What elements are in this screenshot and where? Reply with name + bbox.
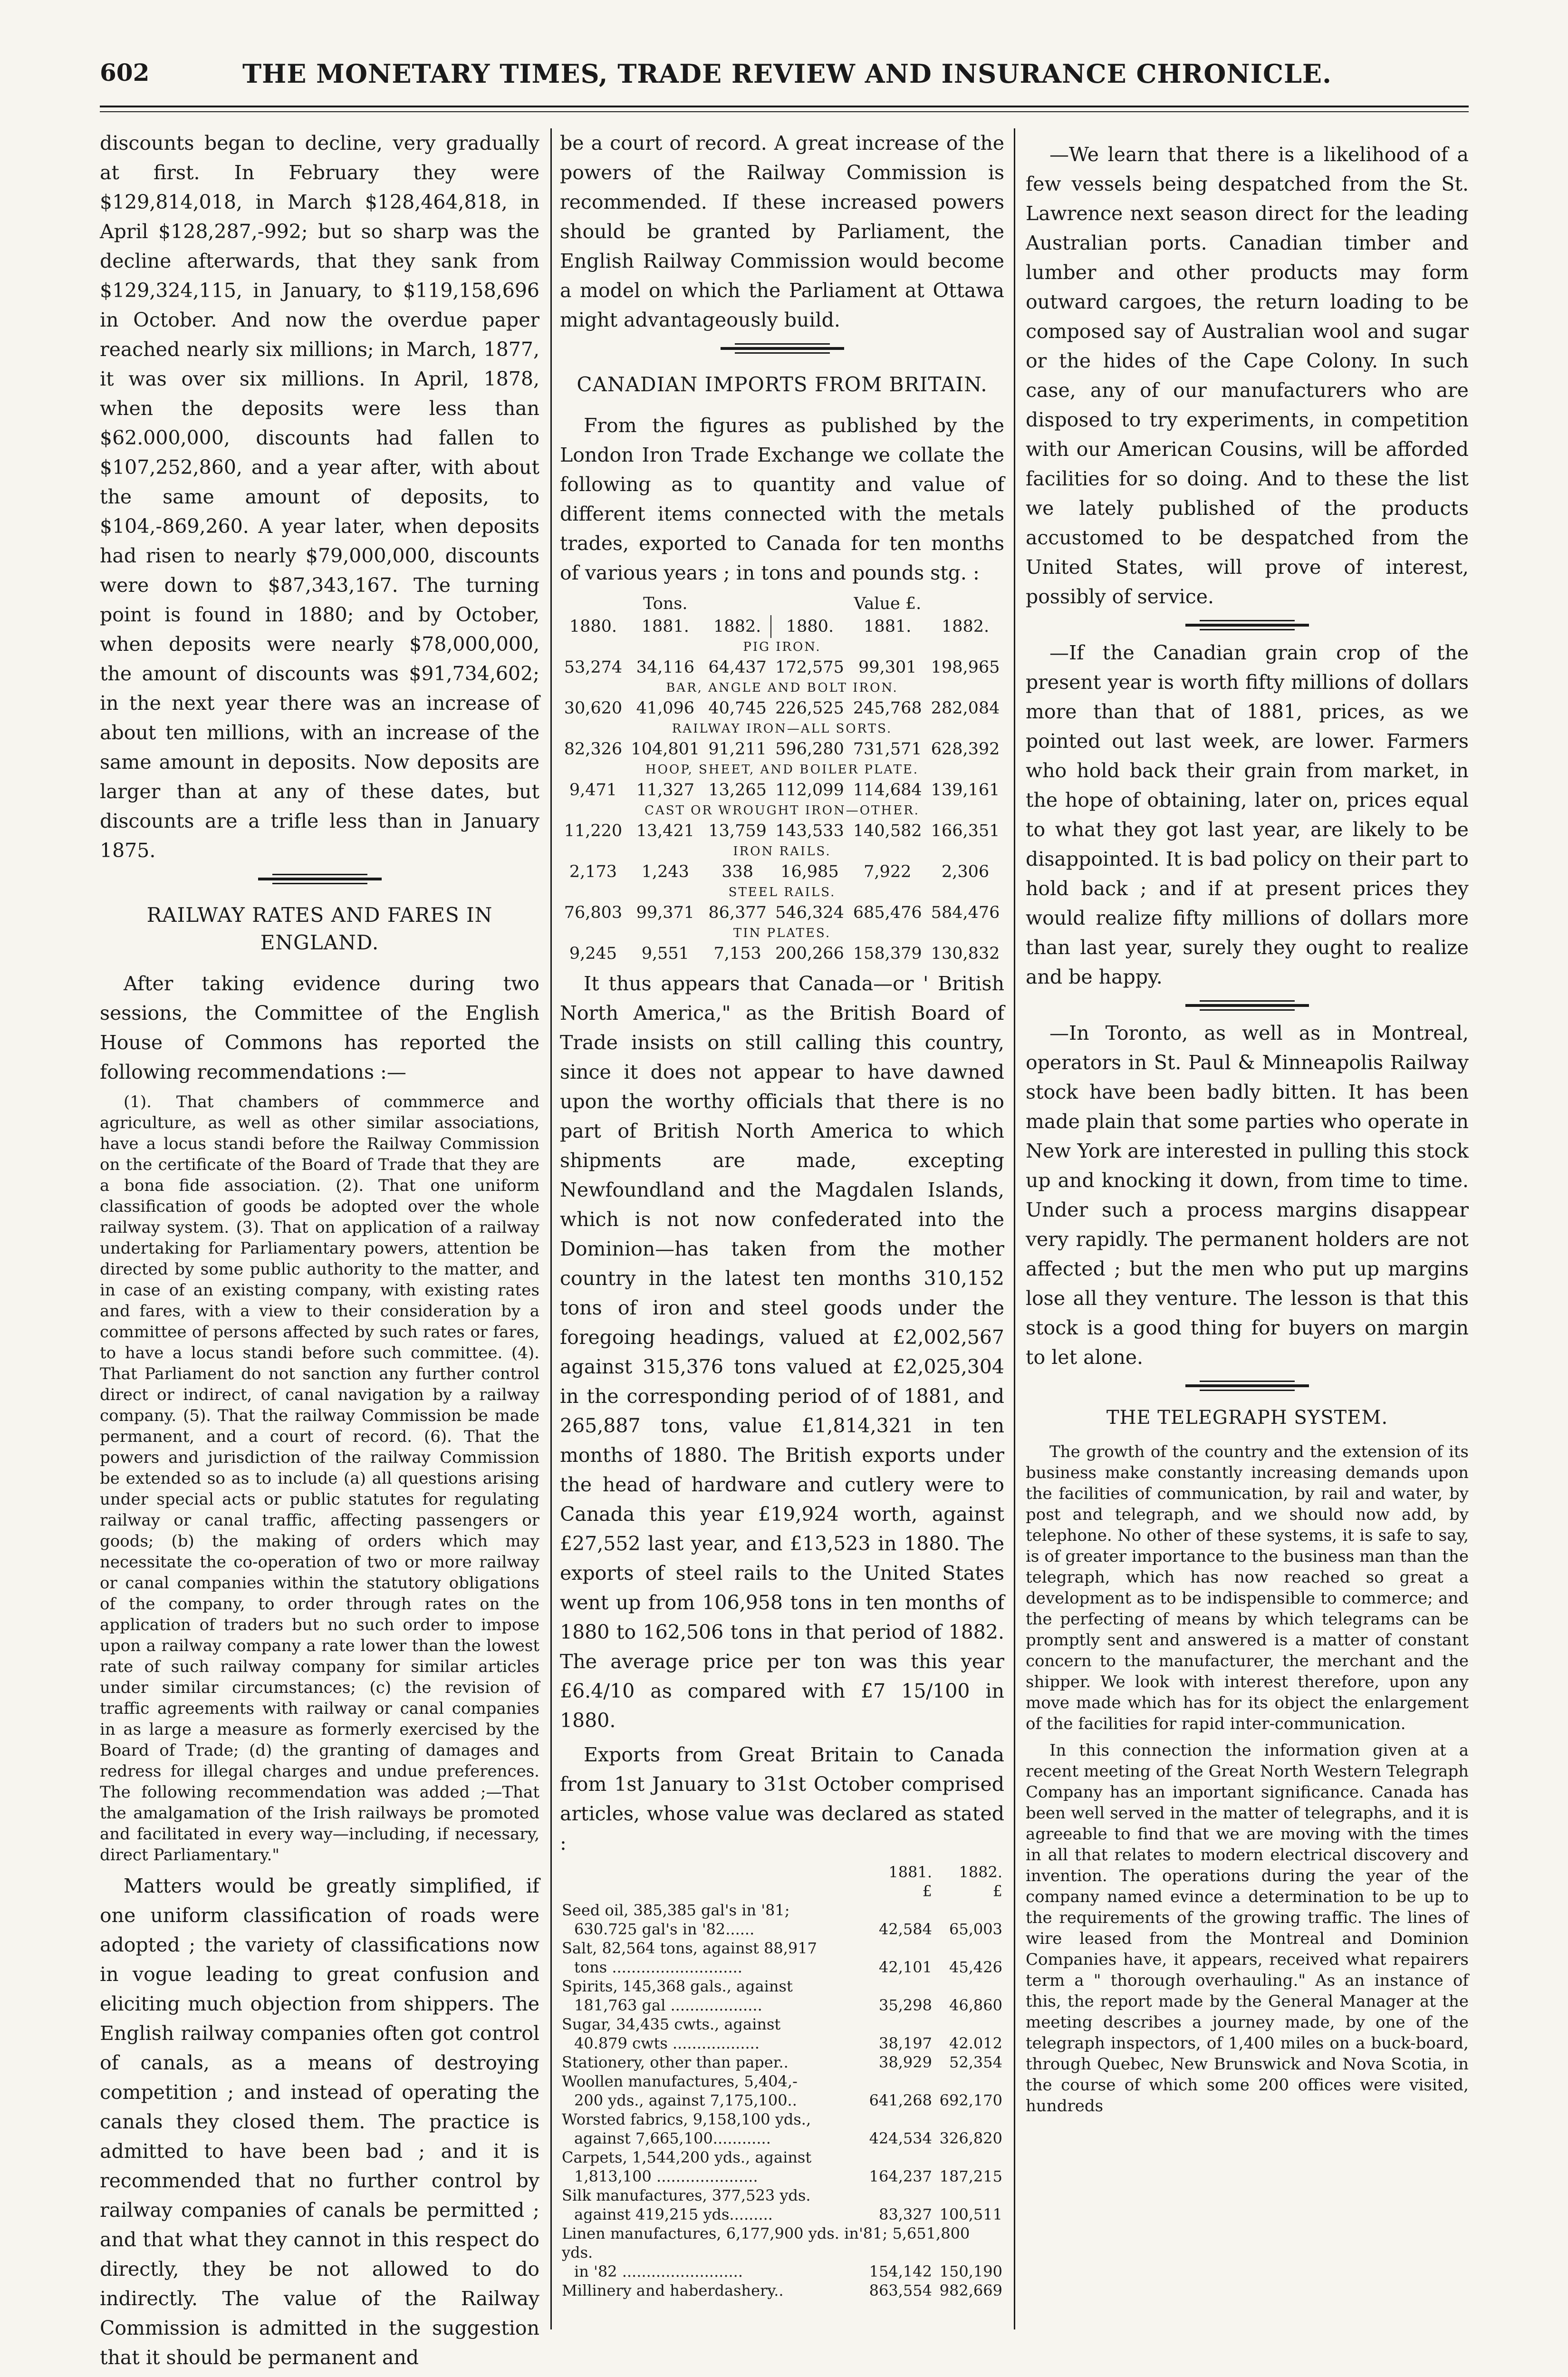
exports-value: 326,820 bbox=[939, 2129, 1002, 2147]
exports-item: Sugar, 34,435 cwts., against bbox=[562, 2015, 781, 2033]
exports-item: Woollen manufactures, 5,404,- bbox=[562, 2072, 798, 2090]
section-separator bbox=[100, 870, 539, 887]
exports-item: Salt, 82,564 tons, against 88,917 bbox=[562, 1939, 817, 1957]
table-row bbox=[560, 2034, 1004, 2053]
table-cell: 114,684 bbox=[853, 781, 922, 800]
exports-detail: against 7,665,100............ bbox=[574, 2129, 771, 2147]
year-cell: 1880. bbox=[569, 617, 617, 636]
table-cell: 282,084 bbox=[931, 699, 1000, 718]
table-row bbox=[560, 1901, 1004, 1920]
table-cell: 245,768 bbox=[853, 699, 922, 718]
table-row bbox=[560, 738, 1004, 761]
section-separator bbox=[560, 339, 1004, 357]
section-separator bbox=[1026, 1377, 1469, 1394]
year-cell: 1881. bbox=[864, 617, 912, 636]
exports-detail: 181,763 gal ................... bbox=[574, 1996, 762, 2014]
table-row bbox=[560, 820, 1004, 842]
table-row bbox=[560, 1958, 1004, 1977]
exports-table bbox=[560, 1863, 1004, 2300]
table-row-label: BAR, ANGLE AND BOLT IRON. bbox=[666, 681, 898, 695]
exports-value: 164,237 bbox=[869, 2167, 932, 2185]
table-cell: 338 bbox=[721, 862, 754, 881]
table-row bbox=[560, 2053, 1004, 2072]
year-cell: 1882. bbox=[704, 615, 771, 638]
table-cell: 13,265 bbox=[708, 781, 767, 800]
table-cell: 30,620 bbox=[564, 699, 623, 718]
header-rule-top bbox=[100, 106, 1469, 107]
table-cell: 99,371 bbox=[636, 903, 695, 922]
telegraph-system-heading: THE TELEGRAPH SYSTEM. bbox=[1106, 1407, 1388, 1429]
exports-value: 692,170 bbox=[939, 2091, 1002, 2109]
table-cell: 53,274 bbox=[564, 658, 623, 677]
exports-value: 46,860 bbox=[949, 1996, 1002, 2014]
exports-value: 38,197 bbox=[879, 2034, 932, 2052]
table-cell: 11,220 bbox=[564, 821, 623, 841]
value-header: Value £. bbox=[854, 594, 922, 613]
exports-detail: tons ........................... bbox=[574, 1958, 742, 1976]
exports-detail: in '82 ......................... bbox=[574, 2262, 743, 2280]
col2-paragraph-british-north-america: It thus appears that Canada—or ' British North America," as the British Board of Trade insists on still calling this country, since it does not appear to have dawned upon the worthy officials that there is no part of British North America to which shipments are made, excepting Newfoundland and the Magdalen Islands, which is not now confederated into the Dominion—has taken from the mother country in the latest ten months 310,152 tons of iron and steel goods under the foregoing headings, valued at £2,002,567 against 315,376 tons valued at £2,025,304 in the corresponding period of of 1881, and 265,887 tons, value £1,814,321 in ten months of 1880. The British exports under the head of hardware and cutlery were to Canada this year £19,924 worth, against £27,552 last year, and £13,523 in 1880. The exports of steel rails to the United States went up from 106,958 tons in ten months of 1880 to 162,506 tons in that period of 1882. The average price per ton was this year £6.4/10 as compared with £7 15/100 in 1880. bbox=[560, 972, 1004, 1732]
years-row bbox=[560, 615, 1004, 638]
table-cell: 685,476 bbox=[853, 903, 922, 922]
table-cell: 7,153 bbox=[713, 944, 761, 963]
table-row bbox=[560, 697, 1004, 720]
table-cell: 64,437 bbox=[708, 658, 767, 677]
year-cell: 1881. bbox=[641, 617, 689, 636]
col1-recommendations: (1). That chambers of commmerce and agriculture, as well as other similar associations, have a locus standi before the Railway Commission on the certificate of the Board of Trade that they are a bona fide association. (2). That one uniform classification of goods be adopted over the whole railway system. (3). That on application of a railway undertaking for Parliamentary powers, attention be directed by some public authority to the matter, and in case of an existing company, with existing rates and fares, with a view to their consideration by a committee of persons affected by such rates or fares, to have a locus standi before such committee. (4). That Parliament do not sanction any further control direct or indirect, of canal navigation by a railway company. (5). That the railway Commission be made permanent, and a court of record. (6). That the powers and jurisdiction of the railway Commission be extended so as to include (a) all questions arising under special acts or public statutes for regulating railway or canal traffic, affecting passengers or goods; (b) the making of orders which may necessitate the co-operation of two or more railway or canal companies within the statutory obligations of the company, to order through rates on the application of traders but no such order to impose upon a railway company a rate lower than the lowest rate of such railway company for similar articles under similar circumstances; (c) the revision of traffic agreements with railway or canal companies in as large a measure as formerly exercised by the Board of Trade; (d) the granting of damages and redress for illegal charges and undue preferences. The following recommendation was added ;—That the amalgamation of the Irish railways be promoted and facilitated in every way—including, if necessary, direct Parliamentary." bbox=[100, 1092, 539, 1865]
section-separator bbox=[1026, 616, 1469, 633]
table-row bbox=[560, 2091, 1004, 2110]
col3-paragraph-vessels: —We learn that there is a likelihood of a few vessels being despatched from the St. Lawrence next season direct for the leading Australian ports. Canadian timber and lumber and other products may form outward cargoes, the return loading to be composed say of Australian wool and sugar or the hides of the Cape Colony. In such case, any of our manufacturers who are disposed to try experiments, in competition with our American Cousins, will be afforded facilities for so doing. And to these the list we lately published of the products accustomed to be despatched from the United States, will prove of interest, possibly of service. bbox=[1026, 143, 1469, 608]
table-row bbox=[560, 2148, 1004, 2167]
exports-item: Carpets, 1,544,200 yds., against bbox=[562, 2148, 812, 2166]
table-row bbox=[560, 1939, 1004, 1958]
table-cell: 104,801 bbox=[631, 740, 700, 759]
exports-detail: 200 yds., against 7,175,100.. bbox=[574, 2091, 797, 2109]
table-cell: 140,582 bbox=[853, 821, 922, 841]
table-cell: 200,266 bbox=[775, 944, 844, 963]
page-number: 602 bbox=[100, 58, 150, 87]
col1-paragraph-committee: After taking evidence during two sessions, the Committee of the English House of Commons has reported the following recommendations :— bbox=[100, 972, 539, 1083]
table-cell: 41,096 bbox=[636, 699, 695, 718]
table-row bbox=[560, 2224, 1004, 2262]
table-cell: 1,243 bbox=[641, 862, 689, 881]
exports-value: 100,511 bbox=[939, 2205, 1002, 2223]
table-cell: 9,245 bbox=[569, 944, 617, 963]
exports-value: 187,215 bbox=[939, 2167, 1002, 2185]
table-cell: 34,116 bbox=[636, 658, 695, 677]
column-3 bbox=[1026, 128, 1469, 2122]
table-cell: 2,306 bbox=[941, 862, 990, 881]
page-header bbox=[100, 55, 1469, 97]
section-separator bbox=[1026, 996, 1469, 1014]
exports-value: 83,327 bbox=[879, 2205, 932, 2223]
table-row-label: STEEL RAILS. bbox=[728, 885, 836, 899]
table-row bbox=[560, 901, 1004, 924]
exports-item: Linen manufactures, 6,177,900 yds. in'81; 5,651,800 yds. bbox=[562, 2224, 970, 2261]
table-row bbox=[560, 656, 1004, 679]
table-cell: 16,985 bbox=[780, 862, 839, 881]
table-row bbox=[560, 779, 1004, 802]
table-cell: 172,575 bbox=[775, 658, 844, 677]
exports-value: 424,534 bbox=[869, 2129, 932, 2147]
table-row bbox=[560, 2186, 1004, 2205]
table-cell: 76,803 bbox=[564, 903, 623, 922]
table-row-label: TIN PLATES. bbox=[733, 926, 831, 940]
exports-value: 35,298 bbox=[879, 1996, 932, 2014]
exports-item: Seed oil, 385,385 gal's in '81; bbox=[562, 1901, 790, 1919]
col3-paragraph-growth: The growth of the country and the extension of its business make constantly increasing demands upon the facilities of communication, by rail and water, by post and telegraph, and we should now add, by telephone. No other of these systems, it is safe to say, is of greater importance to the business man than the telegraph, which has now reached so great a development as to be indispensible to commerce; and the perfecting of means by which telegrams can be promptly sent and answered is a matter of constant concern to the manufacturer, the merchant and the shipper. We look with interest therefore, upon any move made which has for its object the enlargement of the facilities for rapid inter-communication. bbox=[1026, 1442, 1469, 1733]
table-row bbox=[560, 2015, 1004, 2034]
table-row-label: CAST OR WROUGHT IRON—OTHER. bbox=[645, 803, 920, 818]
exports-item: Stationery, other than paper.. bbox=[562, 2053, 789, 2071]
table-cell: 546,324 bbox=[775, 903, 844, 922]
table-cell: 2,173 bbox=[569, 862, 617, 881]
table-cell: 139,161 bbox=[931, 781, 1000, 800]
tons-header: Tons. bbox=[643, 594, 688, 613]
publication-title: THE MONETARY TIMES, TRADE REVIEW AND INSURANCE CHRONICLE. bbox=[242, 58, 1332, 89]
exports-value: 42,584 bbox=[879, 1920, 932, 1938]
metals-trade-table bbox=[560, 592, 1004, 965]
table-row-label: PIG IRON. bbox=[743, 640, 821, 654]
table-cell: 13,759 bbox=[708, 821, 767, 841]
table-cell: 166,351 bbox=[931, 821, 1000, 841]
exports-value: 52,354 bbox=[949, 2053, 1002, 2071]
table-row bbox=[560, 2072, 1004, 2091]
table-cell: 198,965 bbox=[931, 658, 1000, 677]
exports-year-1882: 1882. bbox=[959, 1863, 1002, 1881]
exports-value: 45,426 bbox=[949, 1958, 1002, 1976]
col1-paragraph-matters: Matters would be greatly simplified, if one uniform classification of roads were adopted ; the variety of classifications now in vogue leading to great confusion and eliciting much objection from shippers. The English railway companies often got control of canals, as a means of destroying competition ; and instead of operating the canals they closed them. The practice is admitted to have been bad ; and it is recommended that no further control by railway companies of canals be permitted ; and that what they cannot in this respect do directly, they be not allowed to do indirectly. The value of the Railway Commission is admitted in the suggestion that it should be permanent and bbox=[100, 1875, 539, 2369]
exports-value: 150,190 bbox=[939, 2262, 1002, 2280]
exports-value: 65,003 bbox=[949, 1920, 1002, 1938]
table-cell: 9,471 bbox=[569, 781, 617, 800]
year-cell: 1880. bbox=[786, 617, 834, 636]
table-row-label: HOOP, SHEET, AND BOILER PLATE. bbox=[645, 763, 919, 777]
table-row-label: RAILWAY IRON—ALL SORTS. bbox=[672, 722, 893, 736]
col2-paragraph-figures: From the figures as published by the London Iron Trade Exchange we collate the following as to quantity and value of different items connected with the metals trades, exported to Canada for ten months of various years ; in tons and pounds stg. : bbox=[560, 414, 1004, 584]
exports-item: Worsted fabrics, 9,158,100 yds., bbox=[562, 2110, 811, 2128]
exports-value: 42,101 bbox=[879, 1958, 932, 1976]
table-cell: 9,551 bbox=[641, 944, 689, 963]
exports-value: 641,268 bbox=[869, 2091, 932, 2109]
col3-paragraph-connection: In this connection the information given at a recent meeting of the Great North Western Telegraph Company has an important significance. Canada has been well served in the matter of telegraphs, and it is agreeable to find that we are moving with the times in all that relates to modern electrical discovery and invention. The operations during the year of the company named evince a determination to be up to the requirements of the growing traffic. The lines of wire leased from the Montreal and Dominion Companies have, it appears, received what repairers term a " thorough overhauling." As an instance of this, the report made by the General Manager at the meeting describes a journey made, by one of the telegraph inspectors, of 1,400 miles on a buck-board, through Quebec, New Brunswick and Nova Scotia, in the course of which some 200 offices were visited, hundreds bbox=[1026, 1741, 1469, 2116]
col3-paragraph-toronto: —In Toronto, as well as in Montreal, operators in St. Paul & Minneapolis Railway stock have been badly bitten. It has been made plain that some parties who operate in New York are interested in pulling this stock up and knocking it down, from time to time. Under such a process margins disappear very rapidly. The permanent holders are not affected ; but the men who put up margins lose all they venture. The lesson is that this stock is a good thing for buyers on margin to let alone. bbox=[1026, 1022, 1469, 1369]
exports-item: Millinery and haberdashery.. bbox=[562, 2281, 784, 2300]
table-row bbox=[560, 1977, 1004, 1996]
table-row bbox=[560, 2281, 1004, 2300]
table-cell: 40,745 bbox=[708, 699, 767, 718]
table-row bbox=[560, 2129, 1004, 2148]
table-row bbox=[560, 2262, 1004, 2281]
exports-year-1881: 1881. bbox=[888, 1863, 932, 1881]
exports-detail: 1,813,100 ..................... bbox=[574, 2167, 758, 2185]
canadian-imports-heading: CANADIAN IMPORTS FROM BRITAIN. bbox=[577, 373, 988, 396]
table-row bbox=[560, 2205, 1004, 2224]
column-1 bbox=[100, 128, 539, 2377]
col2-paragraph-court: be a court of record. A great increase of the powers of the Railway Commission is recommended. If these increased powers should be granted by Parliament, the English Railway Commission would become a model on which the Parliament at Ottawa might advantageously build. bbox=[560, 132, 1004, 331]
table-row bbox=[560, 1996, 1004, 2015]
col1-paragraph-discounts: discounts began to decline, very gradually at first. In February they were $129,814,018, in March $128,464,818, in April $128,287,-992; but so sharp was the decline afterwards, that they sank from $129,324,115, in January, to $119,158,696 in October. And now the overdue paper reached nearly six millions; in March, 1877, it was over six millions. In April, 1878, when the deposits were less than $62.000,000, discounts had fallen to $107,252,860, and a year after, with about the same amount of deposits, to $104,-869,260. A year later, when deposits had risen to nearly $79,000,000, discounts were down to $87,343,167. The turning point is found in 1880; and by October, when deposits were nearly $78,000,000, the amount of discounts was $91,734,602; in the next year there was an increase of about ten millions, with an increase of the same amount in deposits. Now deposits are larger than at any of these dates, but discounts are a trifle less than in January 1875. bbox=[100, 132, 539, 862]
table-row bbox=[560, 2167, 1004, 2186]
exports-item: Spirits, 145,368 gals., against bbox=[562, 1977, 793, 1995]
table-cell: 596,280 bbox=[775, 740, 844, 759]
table-cell: 86,377 bbox=[708, 903, 767, 922]
table-cell: 158,379 bbox=[853, 944, 922, 963]
table-cell: 91,211 bbox=[708, 740, 767, 759]
table-cell: 99,301 bbox=[858, 658, 917, 677]
railway-rates-heading: RAILWAY RATES AND FARES IN ENGLAND. bbox=[146, 903, 493, 954]
exports-value: 982,669 bbox=[939, 2281, 1002, 2300]
table-cell: 7,922 bbox=[864, 862, 912, 881]
table-row bbox=[560, 942, 1004, 965]
table-cell: 82,326 bbox=[564, 740, 623, 759]
table-row bbox=[560, 860, 1004, 883]
column-rule-2 bbox=[1014, 128, 1015, 2329]
table-cell: 13,421 bbox=[636, 821, 695, 841]
header-rule-bottom bbox=[100, 111, 1469, 112]
exports-detail: 630.725 gal's in '82...... bbox=[574, 1920, 755, 1938]
table-cell: 584,476 bbox=[931, 903, 1000, 922]
table-cell: 628,392 bbox=[931, 740, 1000, 759]
col2-paragraph-exports: Exports from Great Britain to Canada from 1st January to 31st October comprised articles, whose value was declared as stated : bbox=[560, 1743, 1004, 1855]
exports-unit: £ bbox=[922, 1882, 932, 1900]
exports-unit: £ bbox=[992, 1882, 1002, 1900]
table-row bbox=[560, 2110, 1004, 2129]
table-cell: 130,832 bbox=[931, 944, 1000, 963]
exports-value: 863,554 bbox=[869, 2281, 932, 2300]
table-cell: 11,327 bbox=[636, 781, 695, 800]
table-cell: 226,525 bbox=[775, 699, 844, 718]
exports-value: 154,142 bbox=[869, 2262, 932, 2280]
year-cell: 1882. bbox=[941, 617, 990, 636]
exports-item: Silk manufactures, 377,523 yds. bbox=[562, 2186, 811, 2204]
table-row bbox=[560, 1920, 1004, 1939]
column-rule-1 bbox=[550, 128, 552, 2329]
exports-value: 38,929 bbox=[879, 2053, 932, 2071]
exports-value: 42.012 bbox=[949, 2034, 1002, 2052]
exports-detail: against 419,215 yds......... bbox=[574, 2205, 773, 2223]
table-cell: 112,099 bbox=[775, 781, 844, 800]
table-row-label: IRON RAILS. bbox=[733, 844, 831, 859]
exports-detail: 40.879 cwts .................. bbox=[574, 2034, 760, 2052]
col3-paragraph-grain: —If the Canadian grain crop of the present year is worth fifty millions of dollars more than that of 1881, prices, as we pointed out last week, are lower. Farmers who hold back their grain from market, in the hope of obtaining, later on, prices equal to what they got last year, are likely to be disappointed. It is bad policy on their part to hold back ; and if at present prices they would realize fifty millions of dollars more than last year, surely they ought to realize and be happy. bbox=[1026, 641, 1469, 988]
table-cell: 731,571 bbox=[853, 740, 922, 759]
table-cell: 143,533 bbox=[775, 821, 844, 841]
column-2 bbox=[560, 128, 1004, 2300]
